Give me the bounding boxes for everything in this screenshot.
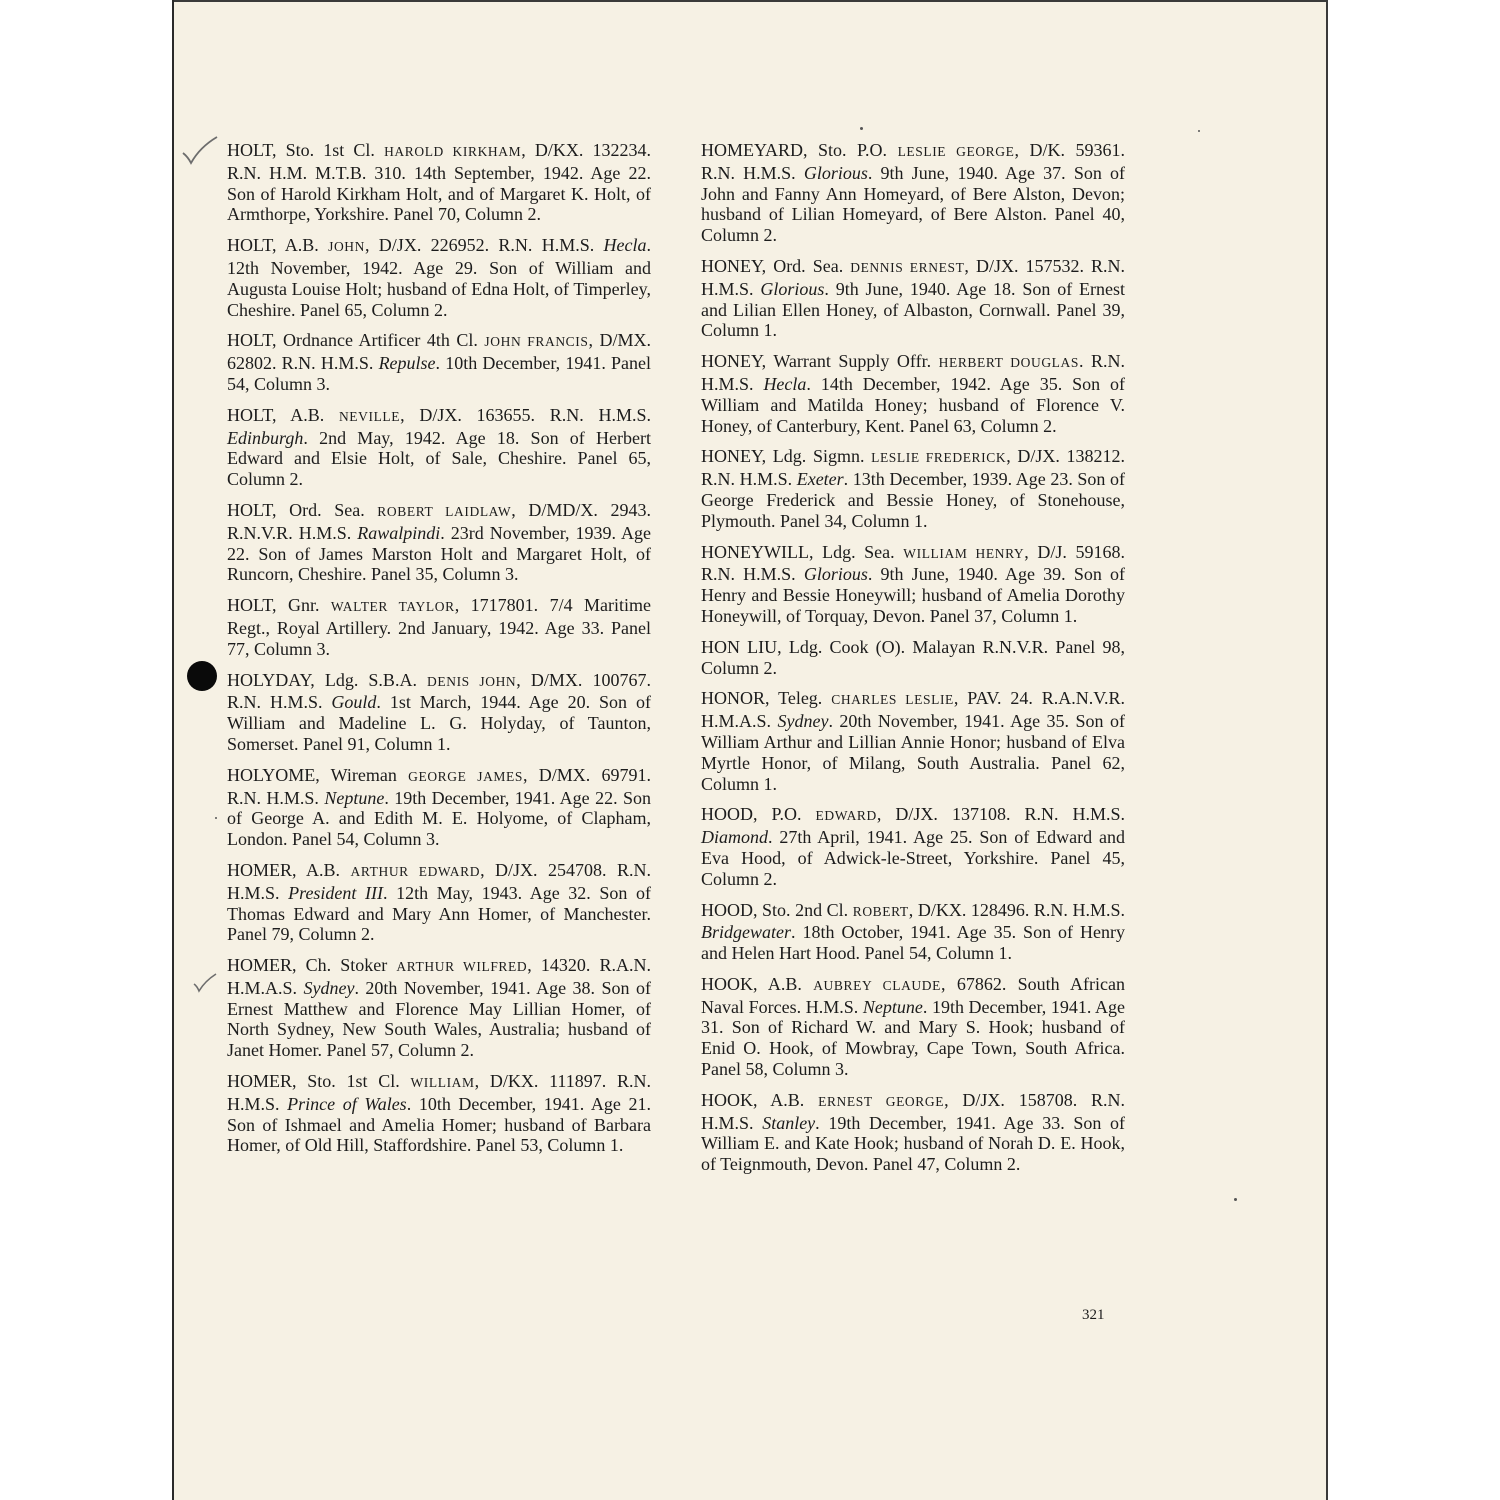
entry-surname: HOMEYARD — [701, 140, 804, 160]
entry-ship: Sydney — [777, 711, 829, 732]
entry-names: ARTHUR WILFRED — [396, 959, 528, 975]
entry-surname: HOOK — [701, 1089, 753, 1110]
entry-surname: HOOD — [701, 804, 753, 825]
entry-surname: HOLYDAY — [227, 669, 311, 690]
entry-names: WALTER TAYLOR — [330, 599, 455, 615]
entry-surname: HONEY — [701, 255, 762, 276]
entry-names: WILLIAM HENRY — [903, 545, 1025, 561]
entry-ship: Glorious — [760, 278, 825, 299]
entry-surname: HOLT — [227, 499, 272, 520]
entry-details-cont: . 13th December, 1939. Age 23. Son of George Frederick and Bessie Honey, of Stonehouse, Plymouth. Panel 34, Column 1. — [701, 469, 1125, 531]
entry-details: , D/MX. 69791. R.N. H.M.S. — [227, 764, 651, 808]
entry-rank: , A.B. — [272, 235, 329, 256]
entry-rank: , Ord. Sea. — [761, 255, 851, 276]
scan-speck — [1198, 130, 1200, 132]
entry-details: , D/JX. 226952. R.N. H.M.S. — [365, 235, 604, 256]
entry-names: ROBERT LAIDLAW — [377, 503, 512, 519]
entry-details: , D/JX. 163655. R.N. H.M.S. — [400, 404, 651, 425]
entry-rank: , Teleg. — [765, 688, 832, 709]
entry-rank: , Ldg. Sigmn. — [761, 446, 872, 467]
register-entry — [701, 446, 1125, 531]
register-entry — [227, 500, 651, 585]
register-entry — [701, 140, 1125, 246]
entry-surname: HOLT — [227, 330, 272, 351]
scan-margin-right — [1328, 0, 1500, 1500]
entry-details: , D/KX. 128496. R.N. H.M.S. — [908, 899, 1125, 920]
entry-surname: HOLT — [227, 404, 272, 425]
entry-surname: HONEYWILL — [701, 541, 809, 562]
entry-ship: Stanley — [762, 1112, 816, 1133]
entry-rank: , Sto. 1st Cl. — [272, 140, 385, 160]
register-entry — [227, 955, 651, 1061]
bullet-dot-icon — [187, 661, 217, 691]
page-number: 321 — [1082, 1307, 1105, 1323]
entry-ship: Diamond — [701, 827, 768, 848]
entry-rank: , A.B. — [272, 404, 339, 425]
entry-ship: Neptune — [324, 787, 385, 808]
entry-details: , 67862. South African Naval Forces. H.M.S. — [701, 973, 1125, 1017]
register-entry — [701, 542, 1125, 627]
entry-ship: Prince of Wales — [287, 1093, 407, 1114]
entry-ship: Glorious — [803, 564, 868, 585]
register-entry — [227, 140, 651, 225]
entry-ship: Glorious — [803, 162, 868, 183]
entry-details: , D/KX. 111897. R.N. H.M.S. — [227, 1071, 651, 1114]
entry-details-cont: . 19th December, 1941. Age 33. Son of William E. and Kate Hook; husband of Norah D. E. Hook, of Teignmouth, Devon. Panel 47, Column 2. — [701, 1112, 1126, 1175]
entry-names: DENIS JOHN — [427, 673, 517, 689]
register-entry — [701, 256, 1125, 341]
register-entry — [701, 974, 1125, 1080]
entry-details: , D/JX. 254708. R.N. H.M.S. — [227, 859, 652, 903]
scan-speck — [1234, 1198, 1237, 1201]
register-entry — [227, 860, 651, 945]
entry-ship: Sydney — [303, 977, 355, 998]
entry-rank: , Gnr. — [272, 595, 331, 616]
register-entry — [701, 351, 1125, 436]
entry-rank: , A.B. — [753, 1089, 819, 1110]
scan-speck — [215, 817, 217, 819]
entry-names: JOHN — [328, 239, 366, 255]
entry-details-cont: . 9th June, 1940. Age 18. Son of Ernest and Lilian Ellen Honey, of Albaston, Cornwall. Panel 39, Column 1. — [701, 278, 1126, 341]
entry-details: , D/K. 59361. R.N. H.M.S. — [701, 140, 1125, 183]
entry-details-cont: . 12th May, 1943. Age 32. Son of Thomas Edward and Mary Ann Homer, of Manchester. Panel 79, Column 2. — [227, 882, 651, 945]
entry-names: NEVILLE — [338, 408, 401, 424]
entry-details: , D/MX. 100767. R.N. H.M.S. — [227, 669, 651, 713]
entry-rank: , Warrant Supply Offr. — [761, 351, 939, 372]
entry-names: HAROLD KIRKHAM — [384, 144, 522, 159]
entry-rank: , A.B. — [753, 973, 814, 994]
entry-surname: HOMER — [227, 1071, 293, 1092]
entry-details: , D/JX. 137108. R.N. H.M.S. — [876, 804, 1125, 825]
entry-surname: HONOR — [701, 688, 766, 709]
entry-surname: HONEY — [701, 446, 762, 467]
entry-details-cont: . 20th November, 1941. Age 35. Son of William Arthur and Lillian Annie Honor; husband of Elva Myrtle Honor, of Milang, South Australia. Panel 62, Column 1. — [701, 711, 1125, 794]
entry-rank: , A.B. — [292, 859, 351, 880]
entry-details: , D/MX. 62802. R.N. H.M.S. — [227, 330, 651, 374]
scan-speck — [860, 127, 863, 130]
entry-names: WILLIAM — [410, 1075, 475, 1091]
entry-rank: , Wireman — [315, 764, 409, 785]
entry-names: CHARLES LESLIE — [831, 692, 954, 708]
entry-names: ERNEST GEORGE — [818, 1093, 945, 1109]
entry-names: HERBERT DOUGLAS — [938, 355, 1079, 371]
entry-details-cont: . 10th December, 1941. Panel 54, Column 3. — [227, 353, 651, 394]
register-entry — [701, 900, 1125, 964]
entry-names: EDWARD — [815, 808, 877, 824]
left-column — [227, 140, 651, 1166]
entry-ship: Exeter — [796, 469, 844, 490]
right-column — [701, 140, 1125, 1185]
entry-ship: Hecla — [763, 373, 807, 394]
register-entry — [701, 688, 1125, 794]
entry-details-cont: . 14th December, 1942. Age 35. Son of William and Matilda Honey; husband of Florence V. Honey, of Canterbury, Kent. Panel 63, Column 2. — [701, 373, 1126, 436]
register-entry — [227, 595, 651, 659]
register-entry — [227, 330, 651, 394]
entry-details: , D/MD/X. 2943. R.N.V.R. H.M.S. — [227, 499, 651, 543]
entry-details: . R.N. H.M.S. — [701, 351, 1125, 394]
entry-details-cont: . 12th November, 1942. Age 29. Son of William and Augusta Louise Holt; husband of Edna Holt, of Timperley, Cheshire. Panel 65, Column 2. — [227, 235, 651, 320]
entry-ship: Hecla — [603, 235, 647, 256]
register-entry — [227, 670, 651, 755]
entry-details-cont: . 23rd November, 1939. Age 22. Son of James Marston Holt and Margaret Holt, of Runcorn, Cheshire. Panel 35, Column 3. — [227, 522, 651, 585]
entry-details-cont: . 9th June, 1940. Age 37. Son of John and Fanny Ann Homeyard, of Bere Alston, Devon; husband of Lilian Homeyard, of Bere Alston. Panel 40, Column 2. — [701, 162, 1125, 246]
entry-ship: Gould — [331, 692, 377, 713]
entry-rank: , Sto. P.O. — [803, 140, 898, 160]
entry-ship: Neptune — [862, 996, 923, 1017]
register-entry — [701, 637, 1125, 679]
entry-names: GEORGE JAMES — [408, 768, 523, 784]
entry-names: JOHN FRANCIS — [484, 334, 589, 350]
entry-details-cont: . 1st March, 1944. Age 20. Son of William and Madeline L. G. Holyday, of Taunton, Somerset. Panel 91, Column 1. — [227, 692, 651, 754]
entry-ship: Rawalpindi — [357, 522, 441, 543]
entry-details: , D/JX. 157532. R.N. H.M.S. — [701, 255, 1125, 299]
entry-rank: , Ldg. Cook (O). Malayan R.N.V.R. Panel 98, Column 2. — [701, 636, 1125, 678]
entry-names: LESLIE GEORGE — [897, 144, 1015, 159]
entry-rank: , Ord. Sea. — [272, 499, 378, 520]
entry-rank: , Ch. Stoker — [292, 955, 397, 976]
entry-details: , 1717801. 7/4 Maritime Regt., Royal Artillery. 2nd January, 1942. Age 33. Panel 77, Column 3. — [227, 595, 652, 659]
entry-ship: Edinburgh — [227, 427, 304, 448]
entry-surname: HOLT — [227, 595, 272, 616]
entry-rank: , Ldg. S.B.A. — [310, 669, 428, 690]
entry-ship: Repulse — [378, 353, 436, 374]
scan-margin-left — [0, 0, 172, 1500]
entry-details-cont: . 9th June, 1940. Age 39. Son of Henry and Bessie Honeywill; husband of Amelia Dorothy Honeywill, of Torquay, Devon. Panel 37, Column 1. — [701, 564, 1125, 626]
entry-details: , D/JX. 138212. R.N. H.M.S. — [701, 446, 1125, 490]
entry-details: , D/JX. 158708. R.N. H.M.S. — [701, 1089, 1125, 1133]
entry-surname: HON LIU — [701, 636, 778, 657]
entry-ship: Bridgewater — [701, 922, 791, 943]
entry-rank: , Sto. 1st Cl. — [292, 1071, 411, 1092]
register-entry — [227, 405, 651, 490]
check-mark-icon — [192, 972, 218, 994]
entry-surname: HOOK — [701, 973, 753, 994]
entry-surname: HOMER — [227, 859, 293, 880]
entry-names: AUBREY CLAUDE — [813, 977, 941, 993]
entry-details-cont: . 19th December, 1941. Age 31. Son of Richard W. and Mary S. Hook; husband of Enid O. Hook, of Mowbray, Cape Town, South Africa. Panel 58, Column 3. — [701, 996, 1126, 1080]
register-entry — [227, 235, 651, 320]
entry-details: , D/J. 59168. R.N. H.M.S. — [701, 541, 1125, 585]
register-entry — [701, 1090, 1125, 1175]
register-entry — [701, 804, 1125, 889]
entry-surname: HONEY — [701, 351, 762, 372]
entry-details-cont: . 18th October, 1941. Age 35. Son of Henry and Helen Hart Hood. Panel 54, Column 1. — [701, 922, 1125, 964]
register-entry — [227, 765, 651, 850]
entry-ship: President III — [288, 882, 384, 903]
entry-rank: , Ordnance Artificer 4th Cl. — [272, 330, 485, 351]
entry-surname: HOLT — [227, 235, 272, 256]
entry-rank: , Sto. 2nd Cl. — [753, 899, 853, 920]
entry-names: ROBERT — [852, 903, 909, 919]
entry-details: , 14320. R.A.N. H.M.A.S. — [227, 955, 651, 998]
entry-details: , PAV. 24. R.A.N.V.R. H.M.A.S. — [701, 688, 1125, 732]
entry-surname: HOLT — [227, 140, 272, 160]
entry-details-cont: . 27th April, 1941. Age 25. Son of Edward and Eva Hood, of Adwick-le-Street, Yorkshire. Panel 45, Column 2. — [701, 827, 1125, 889]
entry-details-cont: . 2nd May, 1942. Age 18. Son of Herbert Edward and Elsie Holt, of Sale, Cheshire. Panel 65, Column 2. — [227, 427, 651, 490]
entry-surname: HOOD — [701, 899, 753, 920]
entry-surname: HOLYOME — [227, 764, 316, 785]
entry-details-cont: . 20th November, 1941. Age 38. Son of Ernest Matthew and Florence May Lillian Homer, of North Sydney, New South Wales, Australia; husband of Janet Homer. Panel 57, Column 2. — [227, 977, 651, 1061]
entry-names: DENNIS ERNEST — [850, 259, 965, 275]
entry-rank: , Ldg. Sea. — [808, 541, 904, 562]
register-entry — [227, 1071, 651, 1156]
check-mark-icon — [180, 135, 220, 167]
entry-details-cont: . 10th December, 1941. Age 21. Son of Ishmael and Amelia Homer; husband of Barbara Homer, of Old Hill, Staffordshire. Panel 53, Column 1. — [227, 1093, 652, 1156]
entry-rank: , P.O. — [753, 804, 816, 825]
entry-surname: HOMER — [227, 955, 293, 976]
entry-details-cont: . 19th December, 1941. Age 22. Son of George A. and Edith M. E. Holyome, of Clapham, London. Panel 54, Column 3. — [227, 787, 651, 850]
entry-names: LESLIE FREDERICK — [871, 450, 1007, 466]
entry-details: , D/KX. 132234. R.N. H.M. M.T.B. 310. 14th September, 1942. Age 22. Son of Harold Kirkham Holt, and of Margaret K. Holt, of Armthorpe, Yorkshire. Panel 70, Column 2. — [227, 140, 652, 225]
entry-names: ARTHUR EDWARD — [350, 863, 481, 879]
